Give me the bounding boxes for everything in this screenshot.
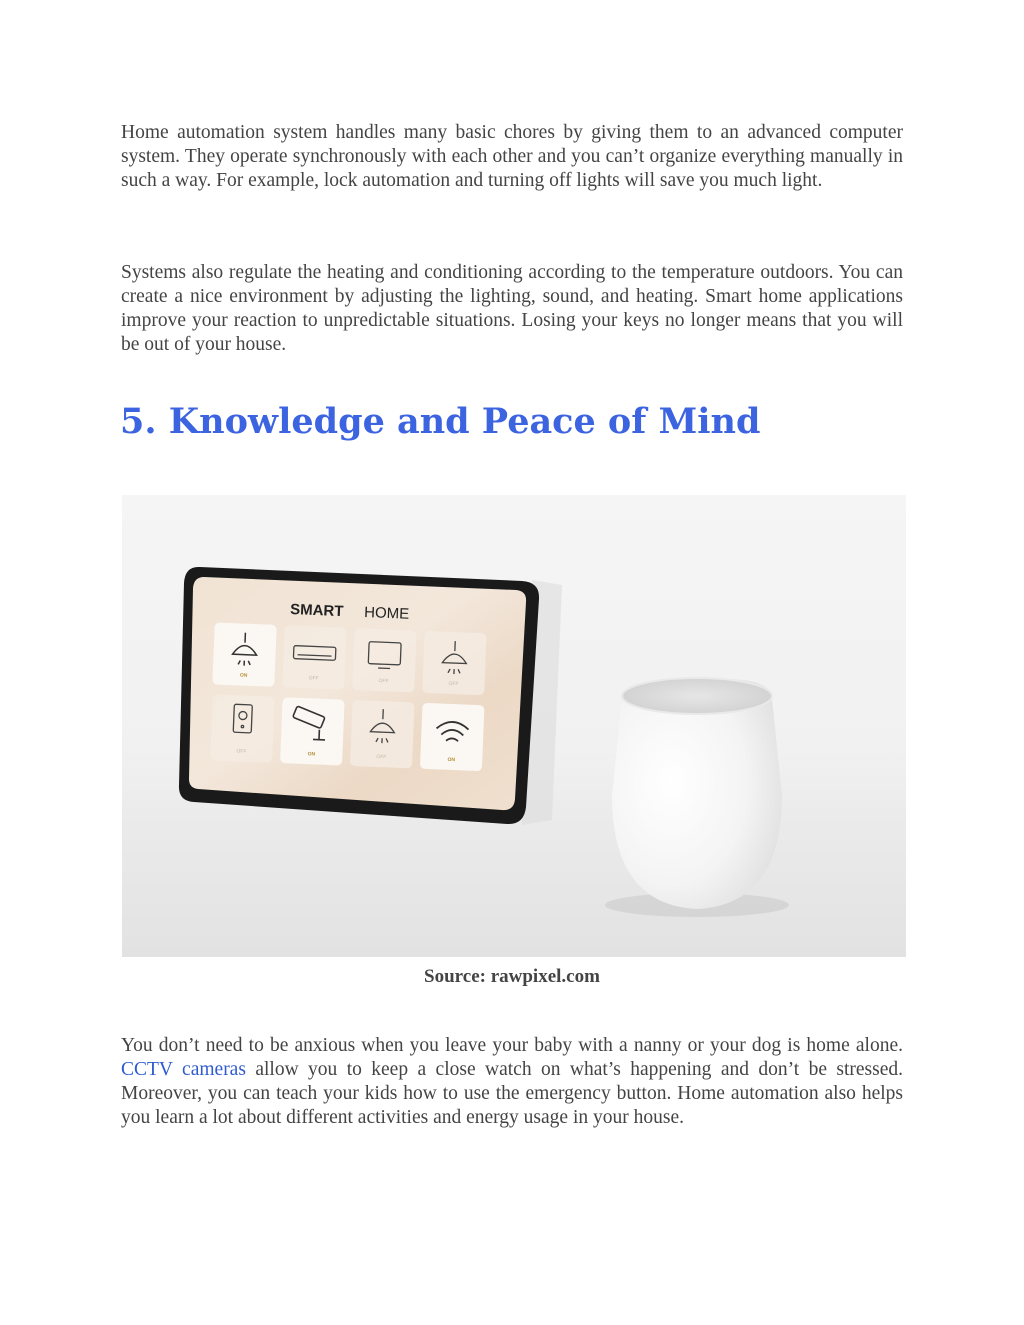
screen-title-rest: HOME — [363, 604, 410, 623]
tile-1-state: ON — [239, 672, 248, 679]
tablet — [179, 567, 539, 824]
cctv-cameras-link[interactable]: CCTV cameras — [121, 1059, 246, 1080]
tile-7-state: OFF — [376, 753, 387, 761]
smart-home-photo — [122, 495, 906, 957]
climate-paragraph: Systems also regulate the heating and conditioning according to the temperature outdoors. You can create a nice environment by adjusting the lighting, sound, and heating. Smart home applications improve your reaction to unpredictable situations. Losing your keys no longer means that you will be out of your house. — [121, 262, 903, 355]
tile-6-state: ON — [307, 751, 316, 758]
tile-5-state: OFF — [236, 748, 247, 755]
section-heading: 5. Knowledge and Peace of Mind — [120, 401, 761, 442]
closing-paragraph — [121, 1034, 903, 1130]
closing-text-start: You don’t need to be anxious when you leave your baby with a nanny or your dog is home alone. — [121, 1035, 903, 1056]
tile-8-state: ON — [447, 756, 456, 764]
tile-3-state: OFF — [378, 678, 389, 685]
screen-title-bold: SMART — [289, 601, 344, 621]
image-caption: Source: rawpixel.com — [424, 966, 600, 987]
table-surface — [122, 800, 906, 957]
tile-2-state: OFF — [308, 675, 319, 682]
intro-paragraph: Home automation system handles many basic chores by giving them to an advanced computer system. They operate synchronously with each other and you can’t organize everything manually in such a way. For example, lock automation and turning off lights will save you much light. — [121, 122, 903, 191]
closing-text-end: allow you to keep a close watch on what’s happening and don’t be stressed. Moreover, you can teach your kids how to use the emergency button. Home automation also helps you learn a lot about different activities and energy usage in your house. — [121, 1059, 904, 1128]
smart-home-illustration — [122, 495, 906, 957]
tile-4-state: OFF — [448, 680, 459, 688]
